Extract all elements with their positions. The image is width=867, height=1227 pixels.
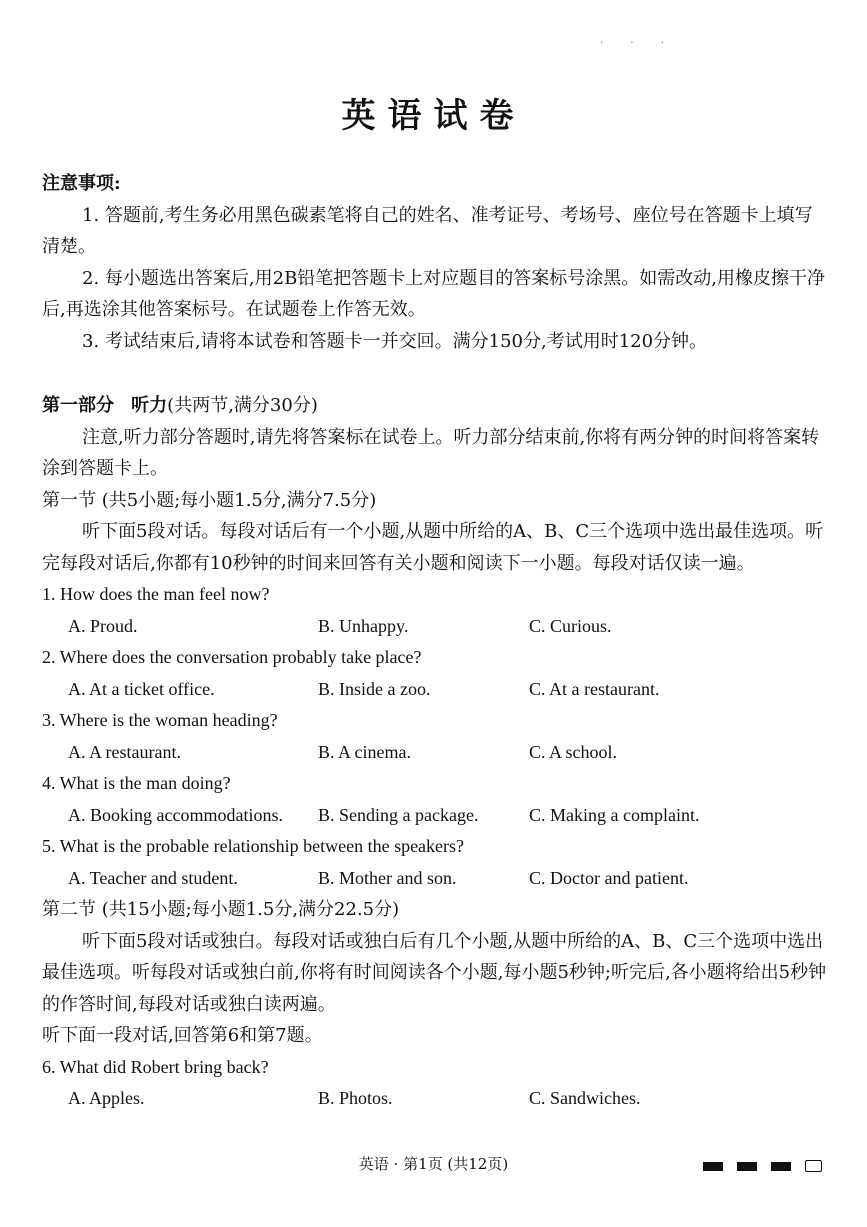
part1-intro: 注意,听力部分答题时,请先将答案标在试卷上。听力部分结束前,你将有两分钟的时间将答案转涂到答题卡上。 [42,426,820,479]
question-text: 1. How does the man feel now? [42,584,270,604]
registration-mark-icon [703,1162,723,1171]
option-c: C. Doctor and patient. [529,867,689,888]
question-text: 4. What is the man doing? [42,773,231,793]
notice-section [42,168,827,357]
question-options [42,611,827,643]
question-text: 5. What is the probable relationship between the speakers? [42,836,465,856]
section1-heading: 第一节 (共5小题;每小题1.5分,满分7.5分) [42,489,377,511]
question-6 [42,1052,827,1115]
registration-mark-icon [737,1162,757,1171]
option-c: C. A school. [529,741,618,762]
option-a: A. A restaurant. [68,741,181,762]
section1-instructions: 听下面5段对话。每段对话后有一个小题,从题中所给的A、B、C三个选项中选出最佳选项。听完每段对话后,你都有10秒钟的时间来回答有关小题和阅读下一小题。每段对话仅读一遍。 [42,521,824,574]
question-text: 3. Where is the woman heading? [42,710,278,730]
part1-heading [42,390,827,422]
registration-marks [703,1160,822,1172]
option-c: C. Curious. [529,615,612,636]
page-footer: 英语 · 第1页 (共12页) [358,1155,509,1173]
notice-heading: 注意事项: [42,173,121,194]
notice-item-2: 2. 每小题选出答案后,用2B铅笔把答题卡上对应题目的答案标号涂黑。如需改动,用橡皮擦干净后,再选涂其他答案标号。在试题卷上作答无效。 [42,267,826,320]
question-1 [42,579,827,642]
option-b: B. Unhappy. [318,615,409,636]
option-b: B. Sending a package. [318,804,479,825]
option-a: A. Booking accommodations. [68,804,283,825]
option-c: C. Sandwiches. [529,1088,641,1108]
question-options [42,1083,827,1115]
option-a: A. Proud. [68,615,138,636]
option-b: B. Inside a zoo. [318,678,431,699]
section2-heading: 第二节 (共15小题;每小题1.5分,满分22.5分) [42,899,400,920]
notice-item-3: 3. 考试结束后,请将本试卷和答题卡一并交回。满分150分,考试用时120分钟。 [82,330,708,352]
question-2 [42,642,827,705]
section2-sub-instruction: 听下面一段对话,回答第6和第7题。 [42,1025,323,1046]
part1-heading-detail: (共两节,满分30分) [167,395,318,416]
page-title: 英语试卷 [341,96,526,136]
part1-heading-name: 听力 [131,395,168,416]
part1-section [42,390,827,1115]
question-5 [42,831,827,894]
part1-heading-part: 第一部分 [42,395,114,416]
option-a: A. At a ticket office. [68,678,215,699]
question-options [42,737,827,769]
top-dots: · · · [600,38,676,49]
option-b: B. Mother and son. [318,867,457,888]
question-options [42,674,827,706]
question-4 [42,768,827,831]
notice-item-1: 1. 答题前,考生务必用黑色碳素笔将自己的姓名、准考证号、考场号、座位号在答题卡上填写清楚。 [42,204,813,257]
option-a: A. Teacher and student. [68,867,238,888]
registration-mark-icon [771,1162,791,1171]
option-c: C. Making a complaint. [529,804,700,825]
question-3 [42,705,827,768]
option-b: B. Photos. [318,1088,393,1108]
section2-instructions: 听下面5段对话或独白。每段对话或独白后有几个小题,从题中所给的A、B、C三个选项中选出最佳选项。听每段对话或独白前,你将有时间阅读各个小题,每小题5秒钟;听完后,各小题将给出5秒钟的作答时间,每段对话或独白读两遍。 [42,930,827,1015]
option-b: B. A cinema. [318,741,411,762]
question-text: 6. What did Robert bring back? [42,1056,269,1077]
option-a: A. Apples. [68,1088,145,1108]
question-options [42,863,827,895]
question-options [42,800,827,832]
registration-mark-empty-icon [805,1160,822,1172]
option-c: C. At a restaurant. [529,678,660,699]
question-text: 2. Where does the conversation probably take place? [42,647,422,667]
